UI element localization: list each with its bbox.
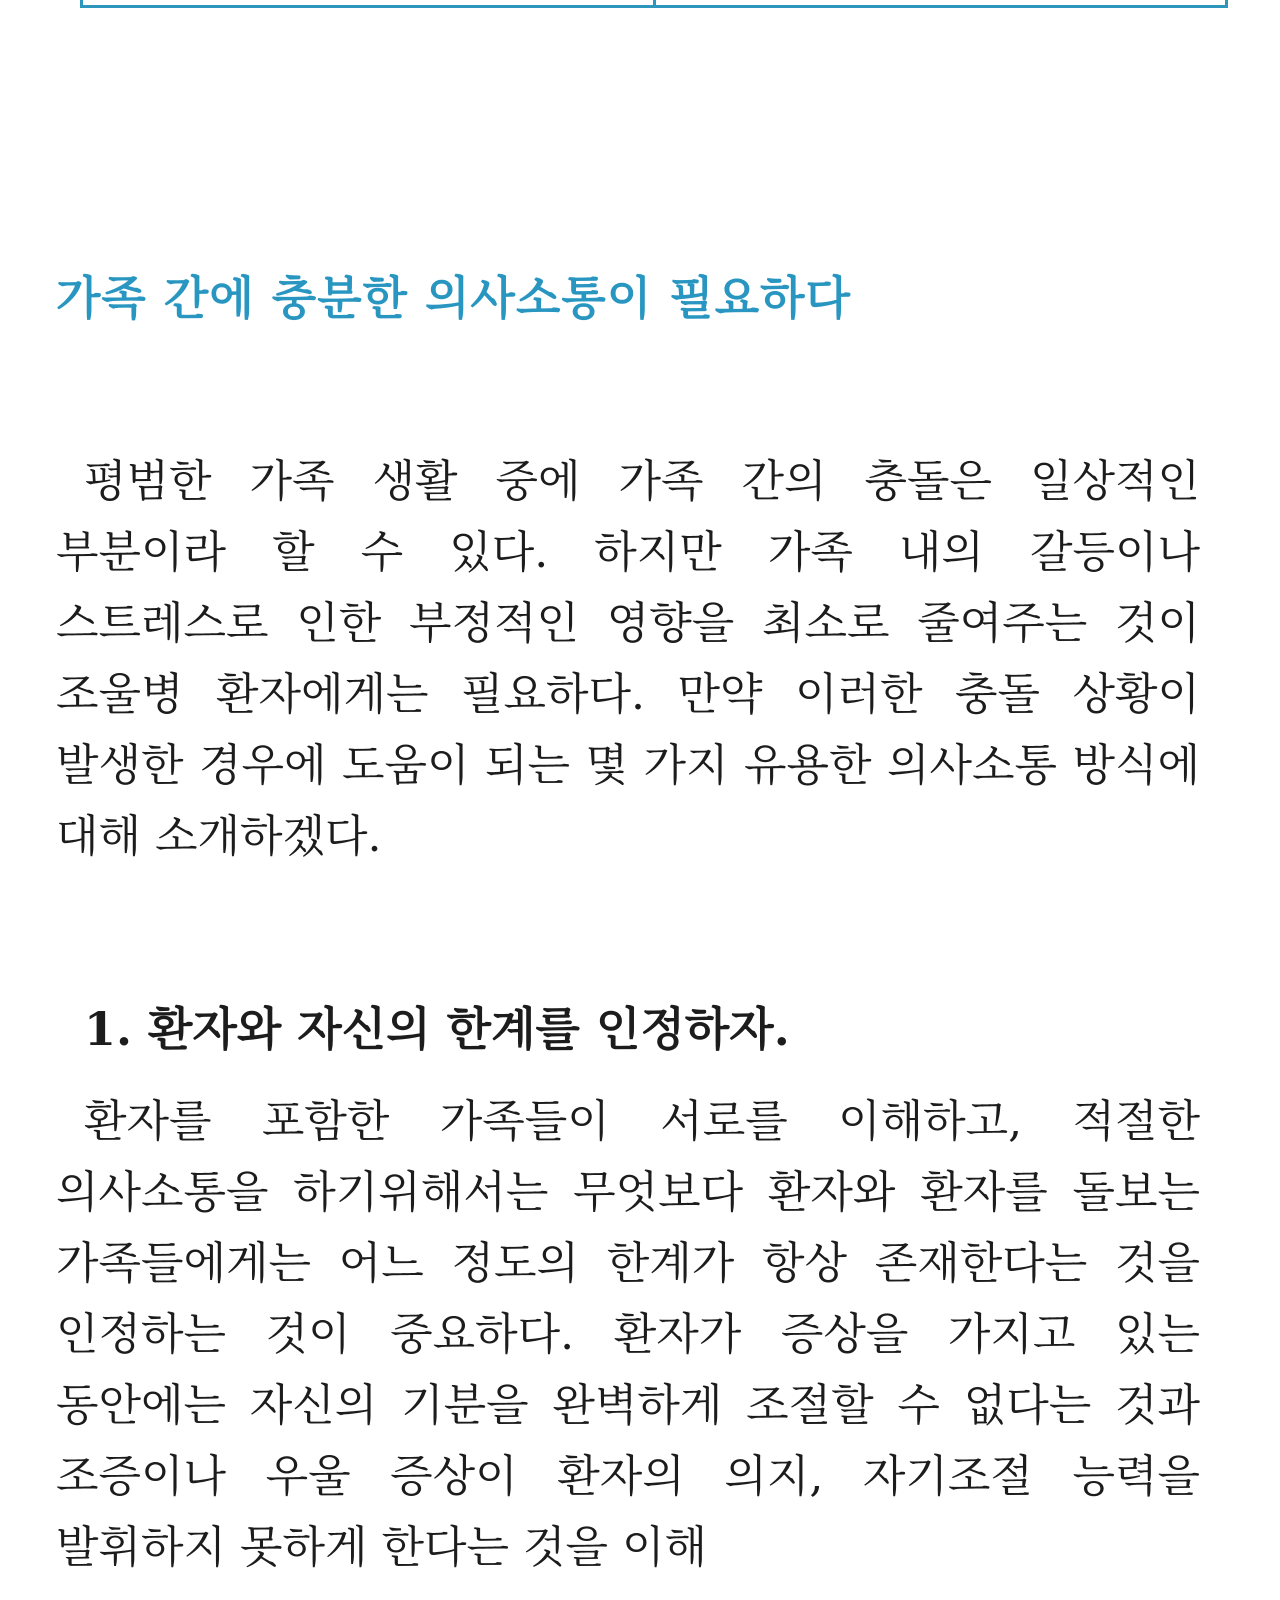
table-bottom-edge xyxy=(80,0,1228,8)
item-1-paragraph: 환자를 포함한 가족들이 서로를 이해하고, 적절한 의사소통을 하기위해서는 무엇보다 환자와 환자를 돌보는 가족들에게는 어느 정도의 한계가 항상 존재한다는 것을 인정하는 것이 중요하다. 환자가 증상을 가지고 있는 동안에는 자신의 기분을 완벽하게 조절할 수 없다는 것과 조증이나 우울 증상이 환자의 의지, 자기조절 능력을 발휘하지 못하게 한다는 것을 이해 xyxy=(56,1096,1200,1573)
section-heading: 가족 간에 충분한 의사소통이 필요하다 xyxy=(56,271,852,325)
table-column-divider xyxy=(653,0,656,5)
intro-paragraph: 평범한 가족 생활 중에 가족 간의 충돌은 일상적인 부분이라 할 수 있다. 하지만 가족 내의 갈등이나 스트레스로 인한 부정적인 영향을 최소로 줄여주는 것이 조울병 환자에게는 필요하다. 만약 이러한 충돌 상황이 발생한 경우에 도움이 되는 몇 가지 유용한 의사소통 방식에 대해 소개하겠다. xyxy=(56,456,1200,862)
item-1-heading: 1. 환자와 자신의 한계를 인정하자. xyxy=(84,1002,790,1056)
